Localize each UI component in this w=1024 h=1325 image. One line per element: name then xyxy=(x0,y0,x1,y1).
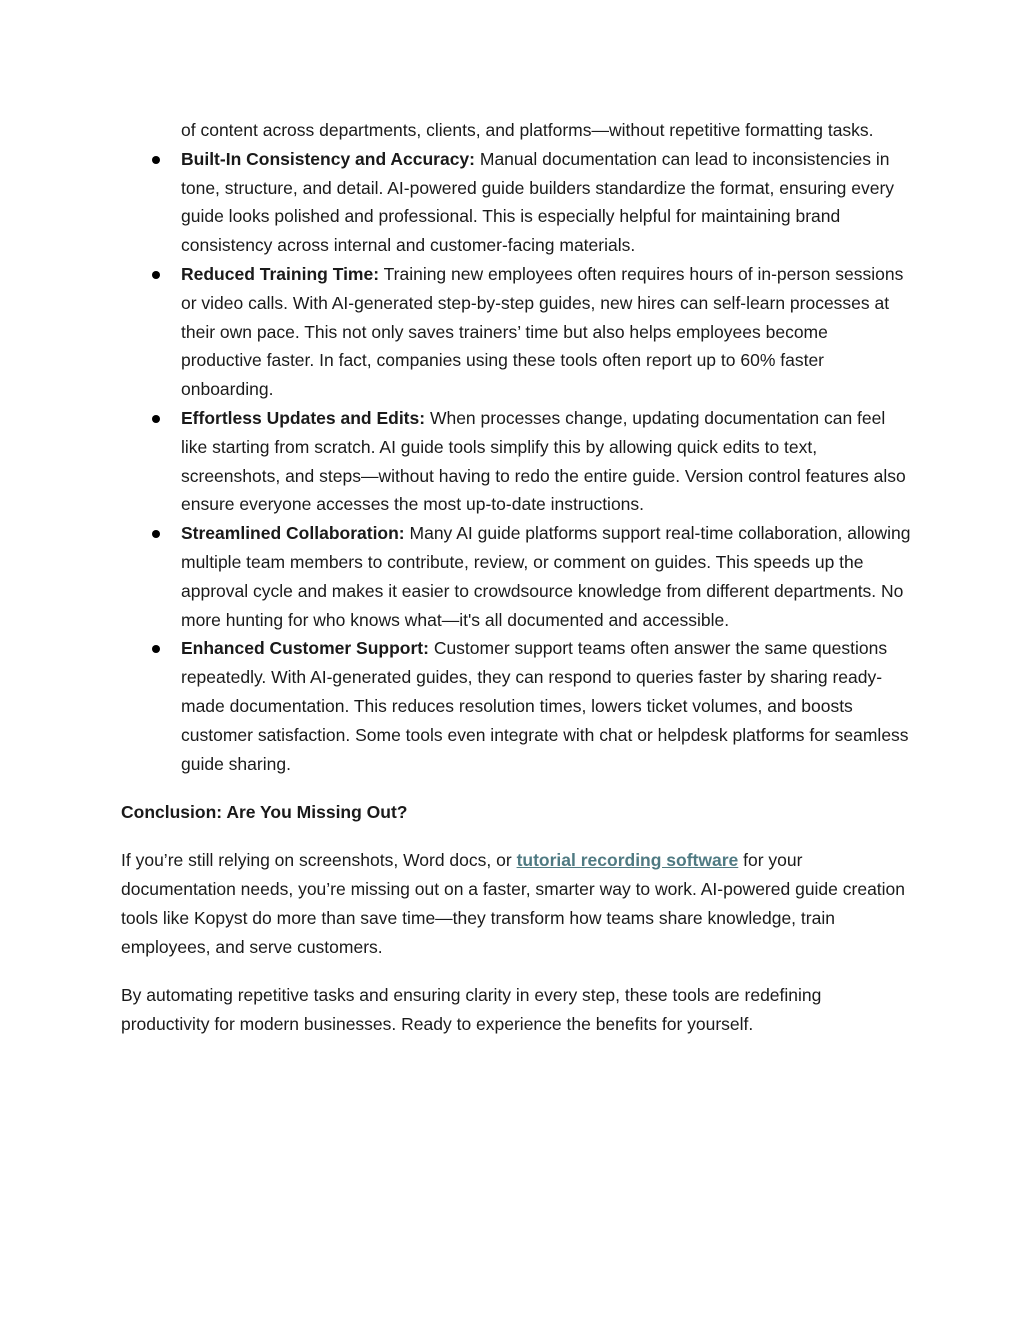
bullet-icon xyxy=(152,645,160,653)
benefits-list xyxy=(121,145,911,779)
conclusion-heading: Conclusion: Are You Missing Out? xyxy=(121,802,408,823)
list-item-text: When processes change, updating documentation can feel like starting from scratch. AI guide tools simplify this by allowing quick edits to text, screenshots, and steps—without having to redo the entire guide. Version control features also ensure everyone accesses the most up-to-date instructions. xyxy=(181,407,906,515)
list-item-consistency xyxy=(121,145,911,260)
bullet-icon xyxy=(152,271,160,279)
bullet-icon xyxy=(152,415,160,423)
conclusion-paragraph-1 xyxy=(121,846,911,961)
bullet-icon xyxy=(152,530,160,538)
list-item-text: Customer support teams often answer the same questions repeatedly. With AI-generated guides, they can respond to queries faster by sharing ready-made documentation. This reduces resolution times, lowers ticket volumes, and boosts customer satisfaction. Some tools even integrate with chat or helpdesk platforms for seamless guide sharing. xyxy=(181,638,909,774)
list-item-term: Streamlined Collaboration: xyxy=(181,523,405,544)
continued-paragraph: of content across departments, clients, and platforms—without repetitive formatting tasks. xyxy=(181,120,874,140)
list-item-text: Many AI guide platforms support real-time collaboration, allowing multiple team members to contribute, review, or comment on guides. This speeds up the approval cycle and makes it easier to crowdsource knowledge from different departments. No more hunting for who knows what—it's all documented and accessible. xyxy=(181,523,911,630)
list-item-term: Built-In Consistency and Accuracy: xyxy=(181,148,475,169)
bullet-icon xyxy=(152,156,160,164)
list-item-term: Reduced Training Time: xyxy=(181,263,380,284)
list-item-collaboration xyxy=(121,519,911,634)
list-item-term: Effortless Updates and Edits: xyxy=(181,407,426,428)
paragraph-text-after-link: for your documentation needs, you’re missing out on a faster, smarter way to work. AI-powered guide creation tools like Kopyst do more than save time—they transform how teams share knowledge, train employees, and serve customers. xyxy=(121,850,906,957)
list-item-updates xyxy=(121,404,911,519)
list-item-text: Training new employees often requires hours of in-person sessions or video calls. With AI-generated step-by-step guides, new hires can self-learn processes at their own pace. This not only saves trainers’ time but also helps employees become productive faster. In fact, companies using these tools often report up to 60% faster onboarding. xyxy=(181,263,904,400)
list-item-term: Enhanced Customer Support: xyxy=(181,638,429,659)
document-page xyxy=(121,116,911,1039)
list-item-training xyxy=(121,260,911,404)
paragraph-text-before-link: If you’re still relying on screenshots, Word docs, or xyxy=(121,850,512,871)
conclusion-paragraph-2: By automating repetitive tasks and ensuring clarity in every step, these tools are redefining productivity for modern businesses. Ready to experience the benefits for yourself. xyxy=(121,985,822,1035)
tutorial-recording-software-link[interactable]: tutorial recording software xyxy=(516,850,739,871)
list-item-text: Manual documentation can lead to inconsistencies in tone, structure, and detail. AI-powered guide builders standardize the format, ensuring every guide looks polished and professional. This is especially helpful for maintaining brand consistency across internal and customer-facing materials. xyxy=(181,148,895,256)
list-item-support xyxy=(121,634,911,778)
